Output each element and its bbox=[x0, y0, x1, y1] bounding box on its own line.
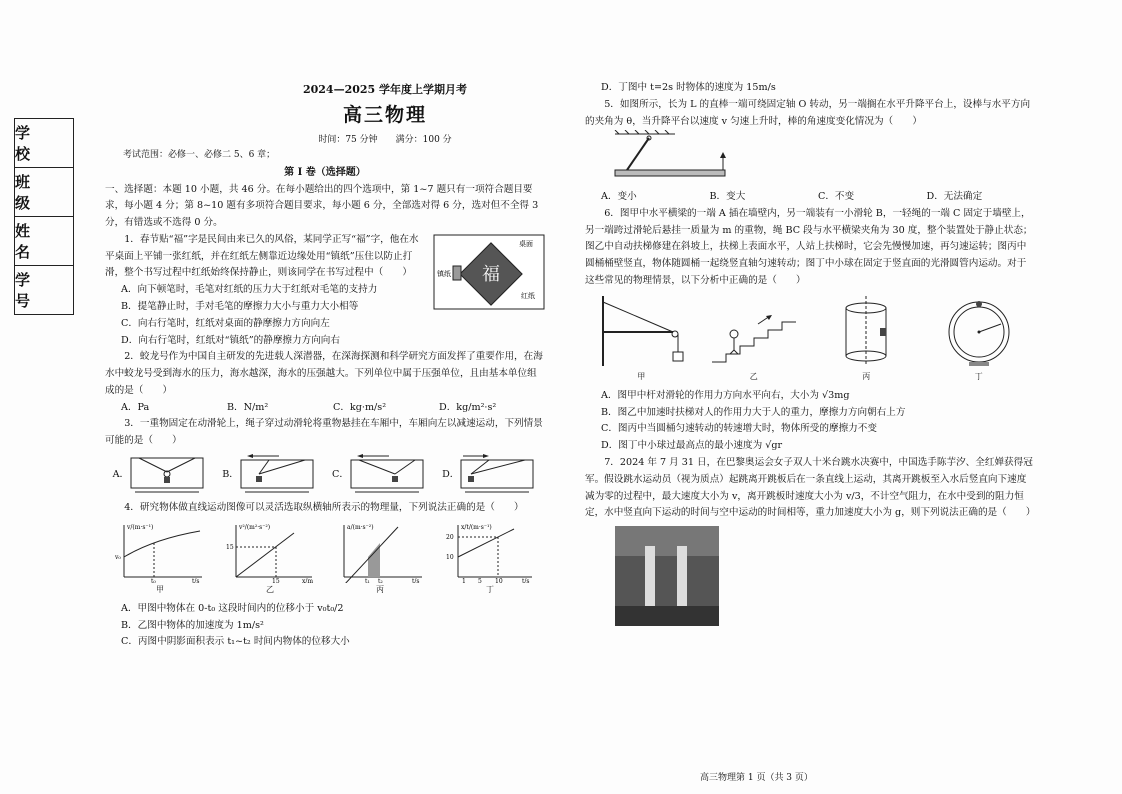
fig-label-zhenzhi: 镇纸 bbox=[437, 269, 451, 278]
student-id-field[interactable]: 学 号 bbox=[14, 265, 74, 315]
q5-option-b[interactable]: B．变大 bbox=[709, 191, 746, 203]
q6-option-b[interactable]: B．图乙中加速时扶梯对人的作用力大于人的重力，摩擦力方向朝右上方 bbox=[601, 406, 906, 418]
q6-caption-yi: 乙 bbox=[749, 371, 758, 381]
q1-option-d[interactable]: D．向右行笔时，红纸对“镇纸”的静摩擦力方向向右 bbox=[121, 334, 340, 346]
bing-caption: 丙 bbox=[376, 584, 384, 594]
q4-option-b[interactable]: B．乙图中物体的加速度为 1m/s² bbox=[121, 619, 264, 631]
fig-label-zhuomian: 桌面 bbox=[519, 239, 533, 248]
q4-graphs bbox=[105, 521, 545, 597]
yi-ytick: 15 bbox=[226, 543, 234, 551]
jia-t0: t₀ bbox=[151, 577, 156, 583]
bing-ylabel: a/(m·s⁻²) bbox=[347, 523, 374, 531]
q2-option-b[interactable]: B．N/m² bbox=[227, 401, 269, 413]
q3-figures bbox=[105, 454, 545, 496]
ding-xlabel: t/s bbox=[522, 577, 530, 583]
exam-term-title: 2024—2025 学年度上学期月考 bbox=[302, 83, 468, 96]
q6-caption-bing: 丙 bbox=[862, 371, 871, 381]
q6-fig-jia bbox=[593, 294, 689, 384]
exam-meta: 时间：75 分钟 满分：100 分 bbox=[318, 134, 452, 145]
school-field[interactable]: 学 校 bbox=[14, 118, 74, 167]
yi-caption: 乙 bbox=[266, 584, 274, 594]
exam-subject-title: 高三物理 bbox=[342, 104, 427, 127]
yi-ylabel: v²/(m²·s⁻²) bbox=[239, 523, 271, 531]
question-6: 6．图甲中水平横梁的一端 A 插在墙壁内，另一端装有一小滑轮 B，一轻绳的一端 C 固定于墙壁上，另一端跨过滑轮后悬挂一质量为 m 的重物，绳 BC 段与水平横梁夹角为 30 度，整个装置处于静止状态；图乙中自动扶梯修建在斜坡上，扶梯上表面水平，人站上扶梯时，它会先慢慢加速，再匀速运转；图丙中圆桶桶壁竖直，物体随圆桶一起绕竖直轴匀速转动；图丁中小球在固定于竖直面的光滑圆管内运动。对于这些常见的物理情景，以下分析中正确的是（ ） bbox=[585, 207, 1033, 287]
section-intro: 一、选择题：本题 10 小题，共 46 分。在每小题给出的四个选项中，第 1~7 题只有一项符合题目要求，每小题 4 分；第 8~10 题有多项符合题目要求，每小题 6 分，全部选对得 6 分，选对但不全得 3 分，有错选或不选得 0 分。 bbox=[105, 183, 539, 229]
q2-option-d[interactable]: D．kg/m²·s² bbox=[439, 401, 497, 413]
q3-label-c: C． bbox=[332, 468, 349, 480]
q6-fig-ding bbox=[931, 294, 1027, 384]
section-title: 第 Ⅰ 卷（选择题） bbox=[284, 167, 366, 178]
q1-option-c[interactable]: C．向右行笔时，红纸对桌面的静摩擦力方向向左 bbox=[121, 317, 330, 329]
q7-photo bbox=[615, 526, 1035, 633]
q3-label-d: D． bbox=[442, 468, 460, 480]
ding-ylabel: x/t/(m·s⁻¹) bbox=[461, 523, 492, 531]
bing-t1: t₁ bbox=[365, 577, 370, 583]
question-1: 1．春节贴“福”字是民间由来已久的风俗，某同学正写“福”字，他在水平桌面上平铺一张红纸，并在红纸左侧靠近边缘处用“镇纸”压住以防止打滑，整个书写过程中红纸始终保持静止，则该同学在书写过程中（ ） bbox=[105, 233, 419, 279]
question-2: 2．蛟龙号作为中国自主研发的先进载人深潜器，在深海探测和科学研究方面发挥了重要作用，在海水中蛟龙号受到海水的压力，海水越深，海水的压强越大。下列单位中属于压强单位，且由基本单位组成的是（ ） bbox=[105, 351, 543, 396]
q4-option-c[interactable]: C．丙图中阴影面积表示 t₁~t₂ 时间内物体的位移大小 bbox=[121, 636, 350, 648]
question-4: 4．研究物体做直线运动图像可以灵活选取纵横轴所表示的物理量，下列说法正确的是（ ） bbox=[124, 502, 524, 513]
q1-figure bbox=[433, 234, 545, 317]
q5-figure bbox=[585, 130, 1035, 189]
q6-figures bbox=[585, 294, 1035, 384]
name-field[interactable]: 姓 名 bbox=[14, 216, 74, 265]
q4-graph-yi bbox=[224, 521, 316, 597]
q5-option-d[interactable]: D．无法确定 bbox=[926, 191, 983, 203]
q1-option-a[interactable]: A．向下顿笔时，毛笔对红纸的压力大于红纸对毛笔的支持力 bbox=[121, 284, 378, 296]
jia-xlabel: t/s bbox=[192, 577, 200, 583]
ding-caption: 丁 bbox=[486, 584, 494, 594]
bing-xlabel: t/s bbox=[412, 577, 420, 583]
right-column bbox=[585, 80, 1035, 633]
q6-caption-ding: 丁 bbox=[974, 371, 983, 381]
class-field[interactable]: 班 级 bbox=[14, 167, 74, 216]
q6-option-c[interactable]: C．图丙中当圆桶匀速转动的转速增大时，物体所受的摩擦力不变 bbox=[601, 423, 877, 435]
q3-option-a-fig[interactable] bbox=[113, 454, 208, 496]
q5-option-a[interactable]: A．变小 bbox=[601, 191, 637, 203]
page-footer: 高三物理第 1 页（共 3 页） bbox=[700, 773, 813, 783]
q1-option-b[interactable]: B．提笔静止时，手对毛笔的摩擦力大小与重力大小相等 bbox=[121, 300, 359, 312]
bing-t2: t₂ bbox=[378, 577, 383, 583]
q3-option-c-fig[interactable] bbox=[332, 454, 427, 496]
student-info-sidebar bbox=[14, 118, 74, 315]
q2-option-a[interactable]: A．Pa bbox=[121, 401, 150, 413]
ding-ytick-10: 10 bbox=[446, 553, 454, 561]
ding-ytick-20: 20 bbox=[446, 533, 454, 541]
question-5: 5．如图所示，长为 L 的直棒一端可绕固定轴 O 转动，另一端搁在水平升降平台上，设棒与水平方向的夹角为 θ，当升降平台以速度 v 匀速上升时，棒的角速度变化情况为（ ） bbox=[585, 98, 1031, 127]
ding-xtick-5: 5 bbox=[478, 577, 482, 583]
q3-label-b: B． bbox=[222, 468, 239, 480]
q4-graph-ding bbox=[444, 521, 536, 597]
q3-option-d-fig[interactable] bbox=[442, 454, 537, 496]
q4-option-d[interactable]: D．丁图中 t=2s 时物体的速度为 15m/s bbox=[601, 82, 776, 93]
q4-graph-jia bbox=[114, 521, 206, 597]
q6-option-a[interactable]: A．图甲中杆对滑轮的作用力方向水平向右，大小为 √3mg bbox=[601, 389, 850, 401]
ding-xtick-10: 10 bbox=[495, 577, 503, 583]
yi-xlabel: x/m bbox=[302, 577, 314, 583]
q4-option-a[interactable]: A．甲图中物体在 0-t₀ 这段时间内的位移小于 v₀t₀/2 bbox=[121, 602, 344, 614]
exam-scope: 考试范围：必修一、必修二 5、6 章； bbox=[123, 150, 276, 161]
ding-xtick-1: 1 bbox=[462, 577, 466, 583]
q6-caption-jia: 甲 bbox=[637, 371, 646, 381]
q3-label-a: A． bbox=[112, 468, 130, 480]
fu-char: 福 bbox=[482, 263, 500, 285]
question-7: 7．2024 年 7 月 31 日，在巴黎奥运会女子双人十米台跳水决赛中，中国选手陈芋汐、全红婵获得冠军。假设跳水运动员（视为质点）起跳离开跳板后在一条直线上运动，其离开跳板至入水后竖直向下速度减为零的过程中，最大速度大小为 v，离开跳板时速度大小为 v/3，不计空气阻力，在水中受到的阻力恒定，水中竖直向下运动的时间与空中运动的时间相等，重力加速度大小为 g，则下列说法正确的是（ ） bbox=[585, 456, 1036, 519]
fig-label-hongzhi: 红纸 bbox=[521, 291, 535, 300]
q3-option-b-fig[interactable] bbox=[222, 454, 317, 496]
left-column bbox=[105, 80, 545, 651]
q6-fig-yi bbox=[706, 294, 802, 384]
jia-caption: 甲 bbox=[156, 584, 164, 594]
q6-fig-bing bbox=[818, 294, 914, 384]
q4-graph-bing bbox=[334, 521, 426, 597]
yi-xtick: 15 bbox=[272, 577, 280, 583]
q2-option-c[interactable]: C．kg·m/s² bbox=[333, 401, 387, 413]
q6-option-d[interactable]: D．图丁中小球过最高点的最小速度为 √gr bbox=[601, 440, 783, 452]
jia-v0: v₀ bbox=[115, 553, 121, 561]
q5-option-c[interactable]: C．不变 bbox=[818, 191, 855, 203]
question-3: 3．一重物固定在动滑轮上，绳子穿过动滑轮将重物悬挂在车厢中，车厢向左以减速运动，下列情景可能的是（ ） bbox=[105, 418, 543, 447]
jia-ylabel: v/(m·s⁻¹) bbox=[127, 523, 154, 531]
